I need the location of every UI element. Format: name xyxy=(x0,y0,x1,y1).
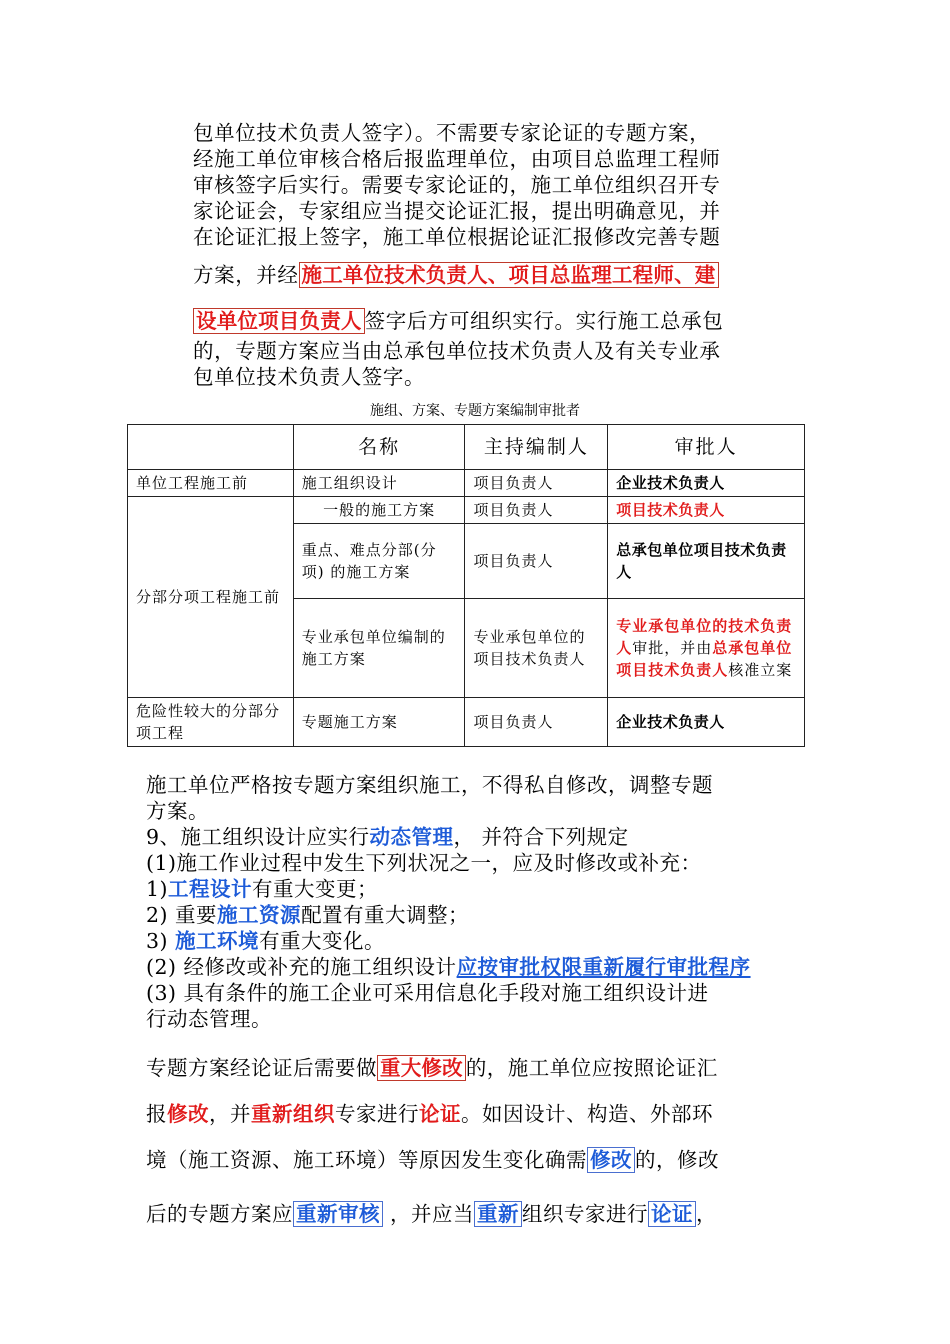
text-line: 9、施工组织设计应实行动态管理， 并符合下列规定 xyxy=(146,825,629,849)
prepared-by-cell: 专业承包单位的项目技术负责人 xyxy=(465,599,608,698)
text-line: 行动态管理。 xyxy=(146,1007,272,1031)
stage-cell: 分部分项工程施工前 xyxy=(128,497,294,698)
text-line: 施工单位严格按专题方案组织施工，不得私自修改，调整专题 xyxy=(146,773,713,797)
highlight-signatories-cont: 设单位项目负责人 xyxy=(193,308,365,334)
text-line: (2) 经修改或补充的施工组织设计应按审批权限重新履行审批程序 xyxy=(146,955,751,979)
approver-cell: 项目技术负责人 xyxy=(608,497,805,524)
text-line: 方案，并经 施工单位技术负责人、项目总监理工程师、建 xyxy=(193,262,808,292)
link-reapproval[interactable]: 应按审批权限重新履行审批程序 xyxy=(456,955,751,979)
text-line: 境（施工资源、施工环境）等原因发生变化确需 修改 的，修改 xyxy=(146,1148,719,1172)
prepared-by-cell: 项目负责人 xyxy=(465,470,608,497)
text-line: 审核签字后实行。需要专家论证的，施工单位组织召开专 xyxy=(193,173,721,197)
prepared-by-cell: 项目负责人 xyxy=(465,497,608,524)
name-cell: 专业承包单位编制的施工方案 xyxy=(293,599,465,698)
prepared-by-cell: 项目负责人 xyxy=(465,698,608,747)
paragraph-dynamic-management xyxy=(146,772,808,1234)
text-line: 包单位技术负责人签字。 xyxy=(193,365,426,389)
prepared-by-cell: 项目负责人 xyxy=(465,524,608,599)
name-cell: 重点、难点分部(分项) 的施工方案 xyxy=(293,524,465,599)
approver-cell: 专业承包单位的技术负责人审批，并由总承包单位项目技术负责人核准立案 xyxy=(608,599,805,698)
approver-cell: 企业技术负责人 xyxy=(608,470,805,497)
paragraph-approval-procedure xyxy=(193,120,808,390)
text-line: 后的专题方案应 重新审核 ，并应当 重新 组织专家进行 论证 ， xyxy=(146,1202,718,1226)
highlight-verify: 论证 xyxy=(648,1201,696,1227)
name-cell: 一般的施工方案 xyxy=(293,497,465,524)
highlight-major-revision: 重大修改 xyxy=(377,1055,466,1081)
table-caption: 施组、方案、专题方案编制审批者 xyxy=(370,403,580,419)
stage-cell: 危险性较大的分部分项工程 xyxy=(128,698,294,747)
approval-table xyxy=(127,424,805,747)
approver-cell: 企业技术负责人 xyxy=(608,698,805,747)
stage-cell: 单位工程施工前 xyxy=(128,470,294,497)
approver-cell: 总承包单位项目技术负责人 xyxy=(608,524,805,599)
text-line: 经施工单位审核合格后报监理单位，由项目总监理工程师 xyxy=(193,147,721,171)
highlight-re: 重新 xyxy=(474,1201,522,1227)
table-row xyxy=(128,497,805,524)
highlight-re-review: 重新审核 xyxy=(293,1201,383,1227)
text-line: 包单位技术负责人签字）。不需要专家论证的专题方案， xyxy=(193,121,711,145)
text-line: 3) 施工环境有重大变化。 xyxy=(146,929,386,953)
highlight-signatories: 施工单位技术负责人、项目总监理工程师、建 xyxy=(299,262,719,288)
text-line: 报修改，并重新组织专家进行论证。如因设计、构造、外部环 xyxy=(146,1102,713,1126)
header-cell: 名称 xyxy=(293,425,465,470)
highlight-revise: 修改 xyxy=(587,1147,635,1173)
text-line: (3) 具有条件的施工企业可采用信息化手段对施工组织设计进 xyxy=(146,981,709,1005)
header-cell xyxy=(128,425,294,470)
text-line: 方案。 xyxy=(146,799,209,823)
text-line: 专题方案经论证后需要做 重大修改 的，施工单位应按照论证汇 xyxy=(146,1056,718,1080)
text-line: 2) 重要施工资源配置有重大调整； xyxy=(146,903,470,927)
table-header-row xyxy=(128,425,805,470)
name-cell: 专题施工方案 xyxy=(293,698,465,747)
text-line: 1)工程设计有重大变更； xyxy=(146,877,379,901)
text-line: 家论证会，专家组应当提交论证汇报，提出明确意见，并 xyxy=(193,199,721,223)
name-cell: 施工组织设计 xyxy=(293,470,465,497)
text-line: 在论证汇报上签字，施工单位根据论证汇报修改完善专题 xyxy=(193,225,721,249)
text-line: 设单位项目负责人 签字后方可组织实行。实行施工总承包 xyxy=(193,308,808,338)
text-line: (1)施工作业过程中发生下列状况之一，应及时修改或补充： xyxy=(146,851,702,875)
table-row xyxy=(128,470,805,497)
header-cell: 主持编制人 xyxy=(465,425,608,470)
table-row xyxy=(128,698,805,747)
header-cell: 审批人 xyxy=(608,425,805,470)
text-line: 的，专题方案应当由总承包单位技术负责人及有关专业承 xyxy=(193,339,721,363)
